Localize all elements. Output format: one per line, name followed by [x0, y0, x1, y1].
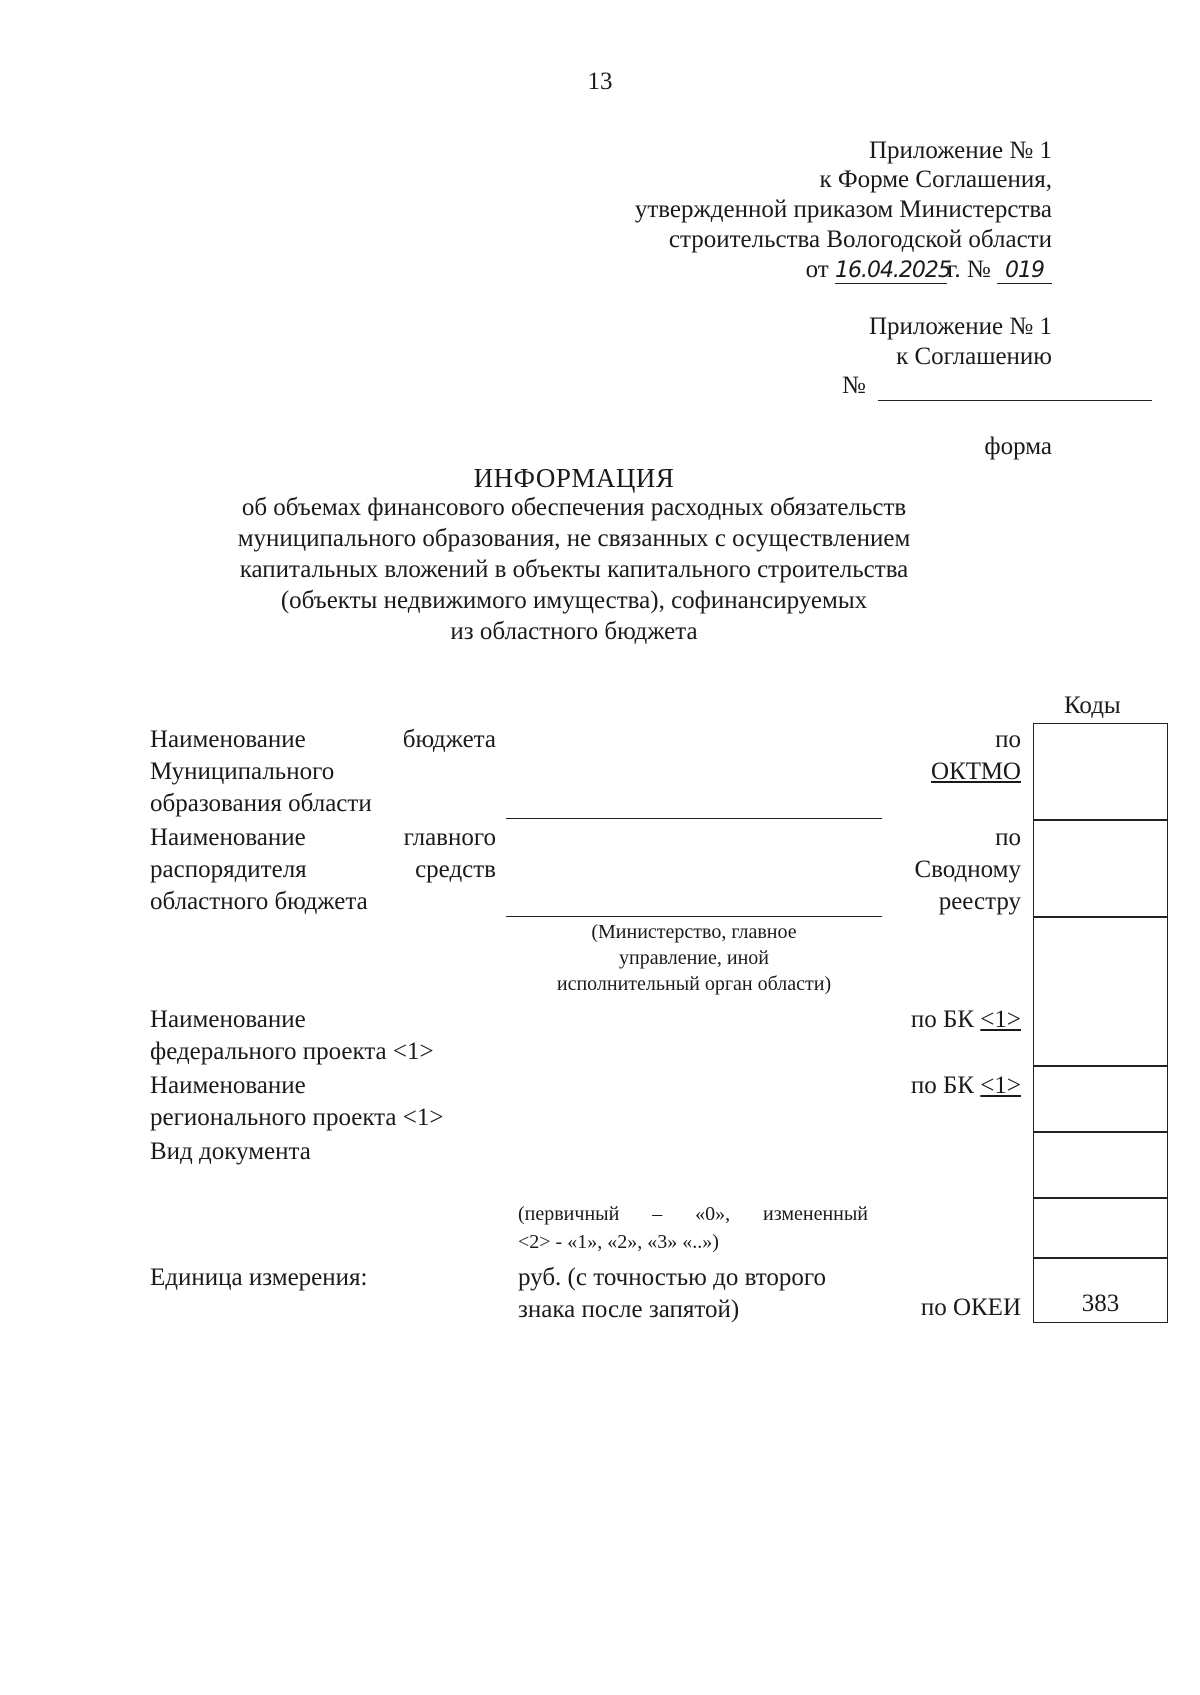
doc-type-code-box [1033, 1131, 1168, 1199]
subtitle-line-4: (объекты недвижимого имущества), софинансируемых [280, 587, 868, 614]
unit-value: руб. (с точностью до второго знака после запятой) [518, 1264, 826, 1323]
subtitle-line-3: капитальных вложений в объекты капитального строительства [239, 556, 909, 583]
bk-regional-label: по БК <1> [910, 1072, 1021, 1099]
svod-reestr-label: по Сводному реестру [914, 824, 1021, 915]
bk-federal-code-box [1033, 916, 1168, 1067]
subtitle-line-2: муниципального образования, не связанных с осуществлением [237, 525, 911, 552]
bk-federal-label: по БК <1> [910, 1006, 1021, 1033]
document-type-label: Вид документа [150, 1138, 311, 1165]
codes-header: Коды [1064, 692, 1121, 719]
appendix-line-4: строительства Вологодской области [668, 226, 1052, 253]
handwritten-date: 16.04.2025 [834, 258, 951, 283]
document-type-hint: (первичный – «0», измененный <2> - «1», «2», «3» «..») [518, 1203, 868, 1253]
subtitle-line-5: из областного бюджета [450, 618, 698, 645]
appendix-line-2: к Форме Соглашения, [819, 166, 1052, 193]
agreement-number-label: № [842, 372, 866, 399]
date-suffix: г. № [946, 256, 991, 283]
federal-project-label: Наименование федерального проекта <1> [150, 1006, 434, 1065]
oktmo-code-box [1033, 723, 1168, 821]
agreement-line-2: к Соглашению [896, 343, 1052, 370]
regional-project-label: Наименование регионального проекта <1> [150, 1072, 444, 1131]
form-label: форма [984, 433, 1052, 460]
svod-code-box [1033, 819, 1168, 918]
budget-label: Наименование бюджета Муниципального образования области [150, 726, 496, 817]
agreement-line-1: Приложение № 1 [868, 313, 1052, 340]
budget-field-line [506, 818, 882, 819]
agreement-number-line [878, 400, 1152, 401]
subtitle-line-1: об объемах финансового обеспечения расходных обязательств [241, 494, 907, 521]
okei-code-box [1033, 1257, 1168, 1323]
appendix-line-1: Приложение № 1 [868, 137, 1052, 164]
unit-label: Единица измерения: [150, 1264, 368, 1291]
handwritten-order-number: 019 [997, 258, 1052, 284]
okei-label: по ОКЕИ [920, 1294, 1021, 1321]
doc-type-code-box-2 [1033, 1197, 1168, 1259]
appendix-line-3: утвержденной приказом Министерства [634, 196, 1052, 223]
manager-hint: (Министерство, главное управление, иной исполнительный орган области) [556, 921, 832, 995]
bk-regional-code-box [1033, 1065, 1168, 1133]
appendix-date-line [806, 256, 1052, 284]
okei-value: 383 [1081, 1290, 1120, 1317]
oktmo-label: по ОКТМО [931, 726, 1021, 785]
date-prefix: от [805, 256, 829, 283]
page-number: 13 [587, 68, 613, 95]
manager-label: Наименование главного распорядителя средств областного бюджета [150, 824, 496, 915]
manager-field-line [506, 916, 882, 917]
document-title: ИНФОРМАЦИЯ [473, 463, 675, 493]
